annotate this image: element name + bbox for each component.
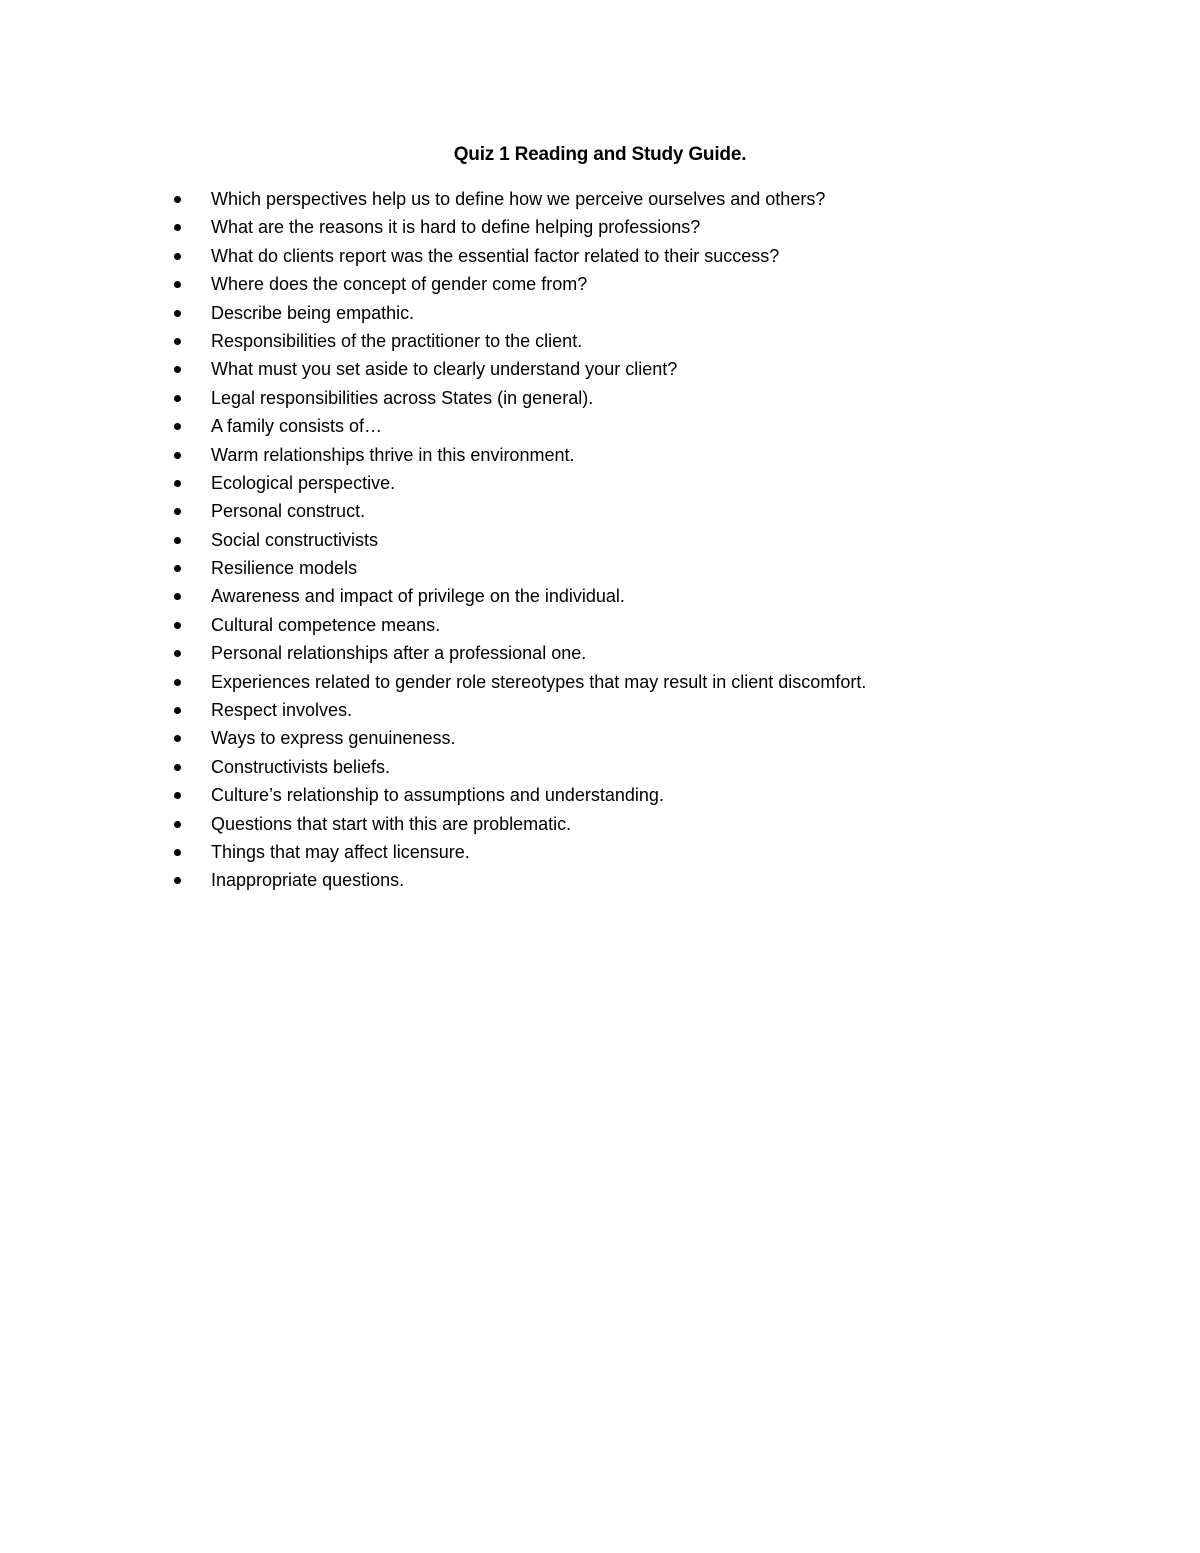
list-item-text: Where does the concept of gender come from?: [211, 274, 588, 295]
list-item: [0, 866, 1200, 894]
bullet-icon: [174, 593, 181, 600]
bullet-icon: [174, 537, 181, 544]
list-item-text: Warm relationships thrive in this environment.: [211, 444, 575, 465]
list-item: [0, 469, 1200, 497]
list-item: [0, 696, 1200, 724]
bullet-icon: [174, 877, 181, 884]
bullet-icon: [174, 366, 181, 373]
list-item: [0, 355, 1200, 383]
list-item: [0, 810, 1200, 838]
bullet-icon: [174, 480, 181, 487]
bullet-icon: [174, 281, 181, 288]
bullet-icon: [174, 508, 181, 515]
bullet-icon: [174, 253, 181, 260]
list-item-text: Legal responsibilities across States (in general).: [211, 387, 594, 408]
list-item: [0, 185, 1200, 213]
list-item: [0, 441, 1200, 469]
list-item-text: Culture’s relationship to assumptions and understanding.: [211, 785, 664, 806]
list-item-text: Which perspectives help us to define how we perceive ourselves and others?: [211, 189, 826, 209]
bullet-icon: [174, 707, 181, 714]
list-item-text: A family consists of…: [211, 416, 383, 437]
list-item-text: Things that may affect licensure.: [211, 841, 470, 862]
list-item-text: What must you set aside to clearly understand your client?: [211, 359, 678, 380]
bullet-icon: [174, 821, 181, 828]
list-item-text: What are the reasons it is hard to define helping professions?: [211, 217, 701, 238]
list-item: [0, 781, 1200, 809]
bullet-icon: [174, 792, 181, 799]
bullet-icon: [174, 849, 181, 856]
list-item-text: Inappropriate questions.: [211, 870, 405, 891]
list-item-text: Ecological perspective.: [211, 472, 396, 493]
list-item: [0, 327, 1200, 355]
list-item-text: Personal relationships after a professional one.: [211, 643, 587, 664]
list-item-text: Personal construct.: [211, 501, 366, 522]
list-item-text: Resilience models: [211, 558, 358, 579]
list-item-text: Constructivists beliefs.: [211, 756, 391, 777]
list-item-text: Social constructivists: [211, 529, 379, 550]
list-item: [0, 299, 1200, 327]
list-item: [0, 582, 1200, 610]
bullet-icon: [174, 395, 181, 402]
list-item: [0, 838, 1200, 866]
bullet-icon: [174, 196, 181, 203]
bullet-icon: [174, 338, 181, 345]
study-question-list: [0, 185, 1200, 895]
list-item: [0, 639, 1200, 667]
bullet-icon: [174, 679, 181, 686]
list-item-text: Awareness and impact of privilege on the individual.: [211, 586, 625, 607]
list-item-text: Describe being empathic.: [211, 302, 415, 323]
list-item: [0, 526, 1200, 554]
list-item: [0, 497, 1200, 525]
bullet-icon: [174, 565, 181, 572]
list-item-text: What do clients report was the essential factor related to their success?: [211, 245, 780, 266]
document-title: Quiz 1 Reading and Study Guide.: [453, 144, 747, 165]
list-item-text: Questions that start with this are problematic.: [211, 813, 572, 834]
bullet-icon: [174, 764, 181, 771]
list-item: [0, 384, 1200, 412]
list-item: [0, 242, 1200, 270]
list-item-text: Responsibilities of the practitioner to the client.: [211, 330, 583, 351]
bullet-icon: [174, 423, 181, 430]
list-item: [0, 611, 1200, 639]
list-item: [0, 724, 1200, 752]
bullet-icon: [174, 735, 181, 742]
bullet-icon: [174, 224, 181, 231]
list-item-text: Cultural competence means.: [211, 614, 441, 635]
list-item-text: Respect involves.: [211, 700, 353, 721]
list-item-text: Ways to express genuineness.: [211, 728, 456, 749]
bullet-icon: [174, 622, 181, 629]
bullet-icon: [174, 650, 181, 657]
bullet-icon: [174, 452, 181, 459]
list-item: [0, 668, 1200, 696]
list-item: [0, 554, 1200, 582]
list-item: [0, 213, 1200, 241]
list-item: [0, 412, 1200, 440]
list-item: [0, 270, 1200, 298]
bullet-icon: [174, 310, 181, 317]
list-item: [0, 753, 1200, 781]
list-item-text: Experiences related to gender role stereotypes that may result in client discomfort.: [211, 671, 867, 692]
